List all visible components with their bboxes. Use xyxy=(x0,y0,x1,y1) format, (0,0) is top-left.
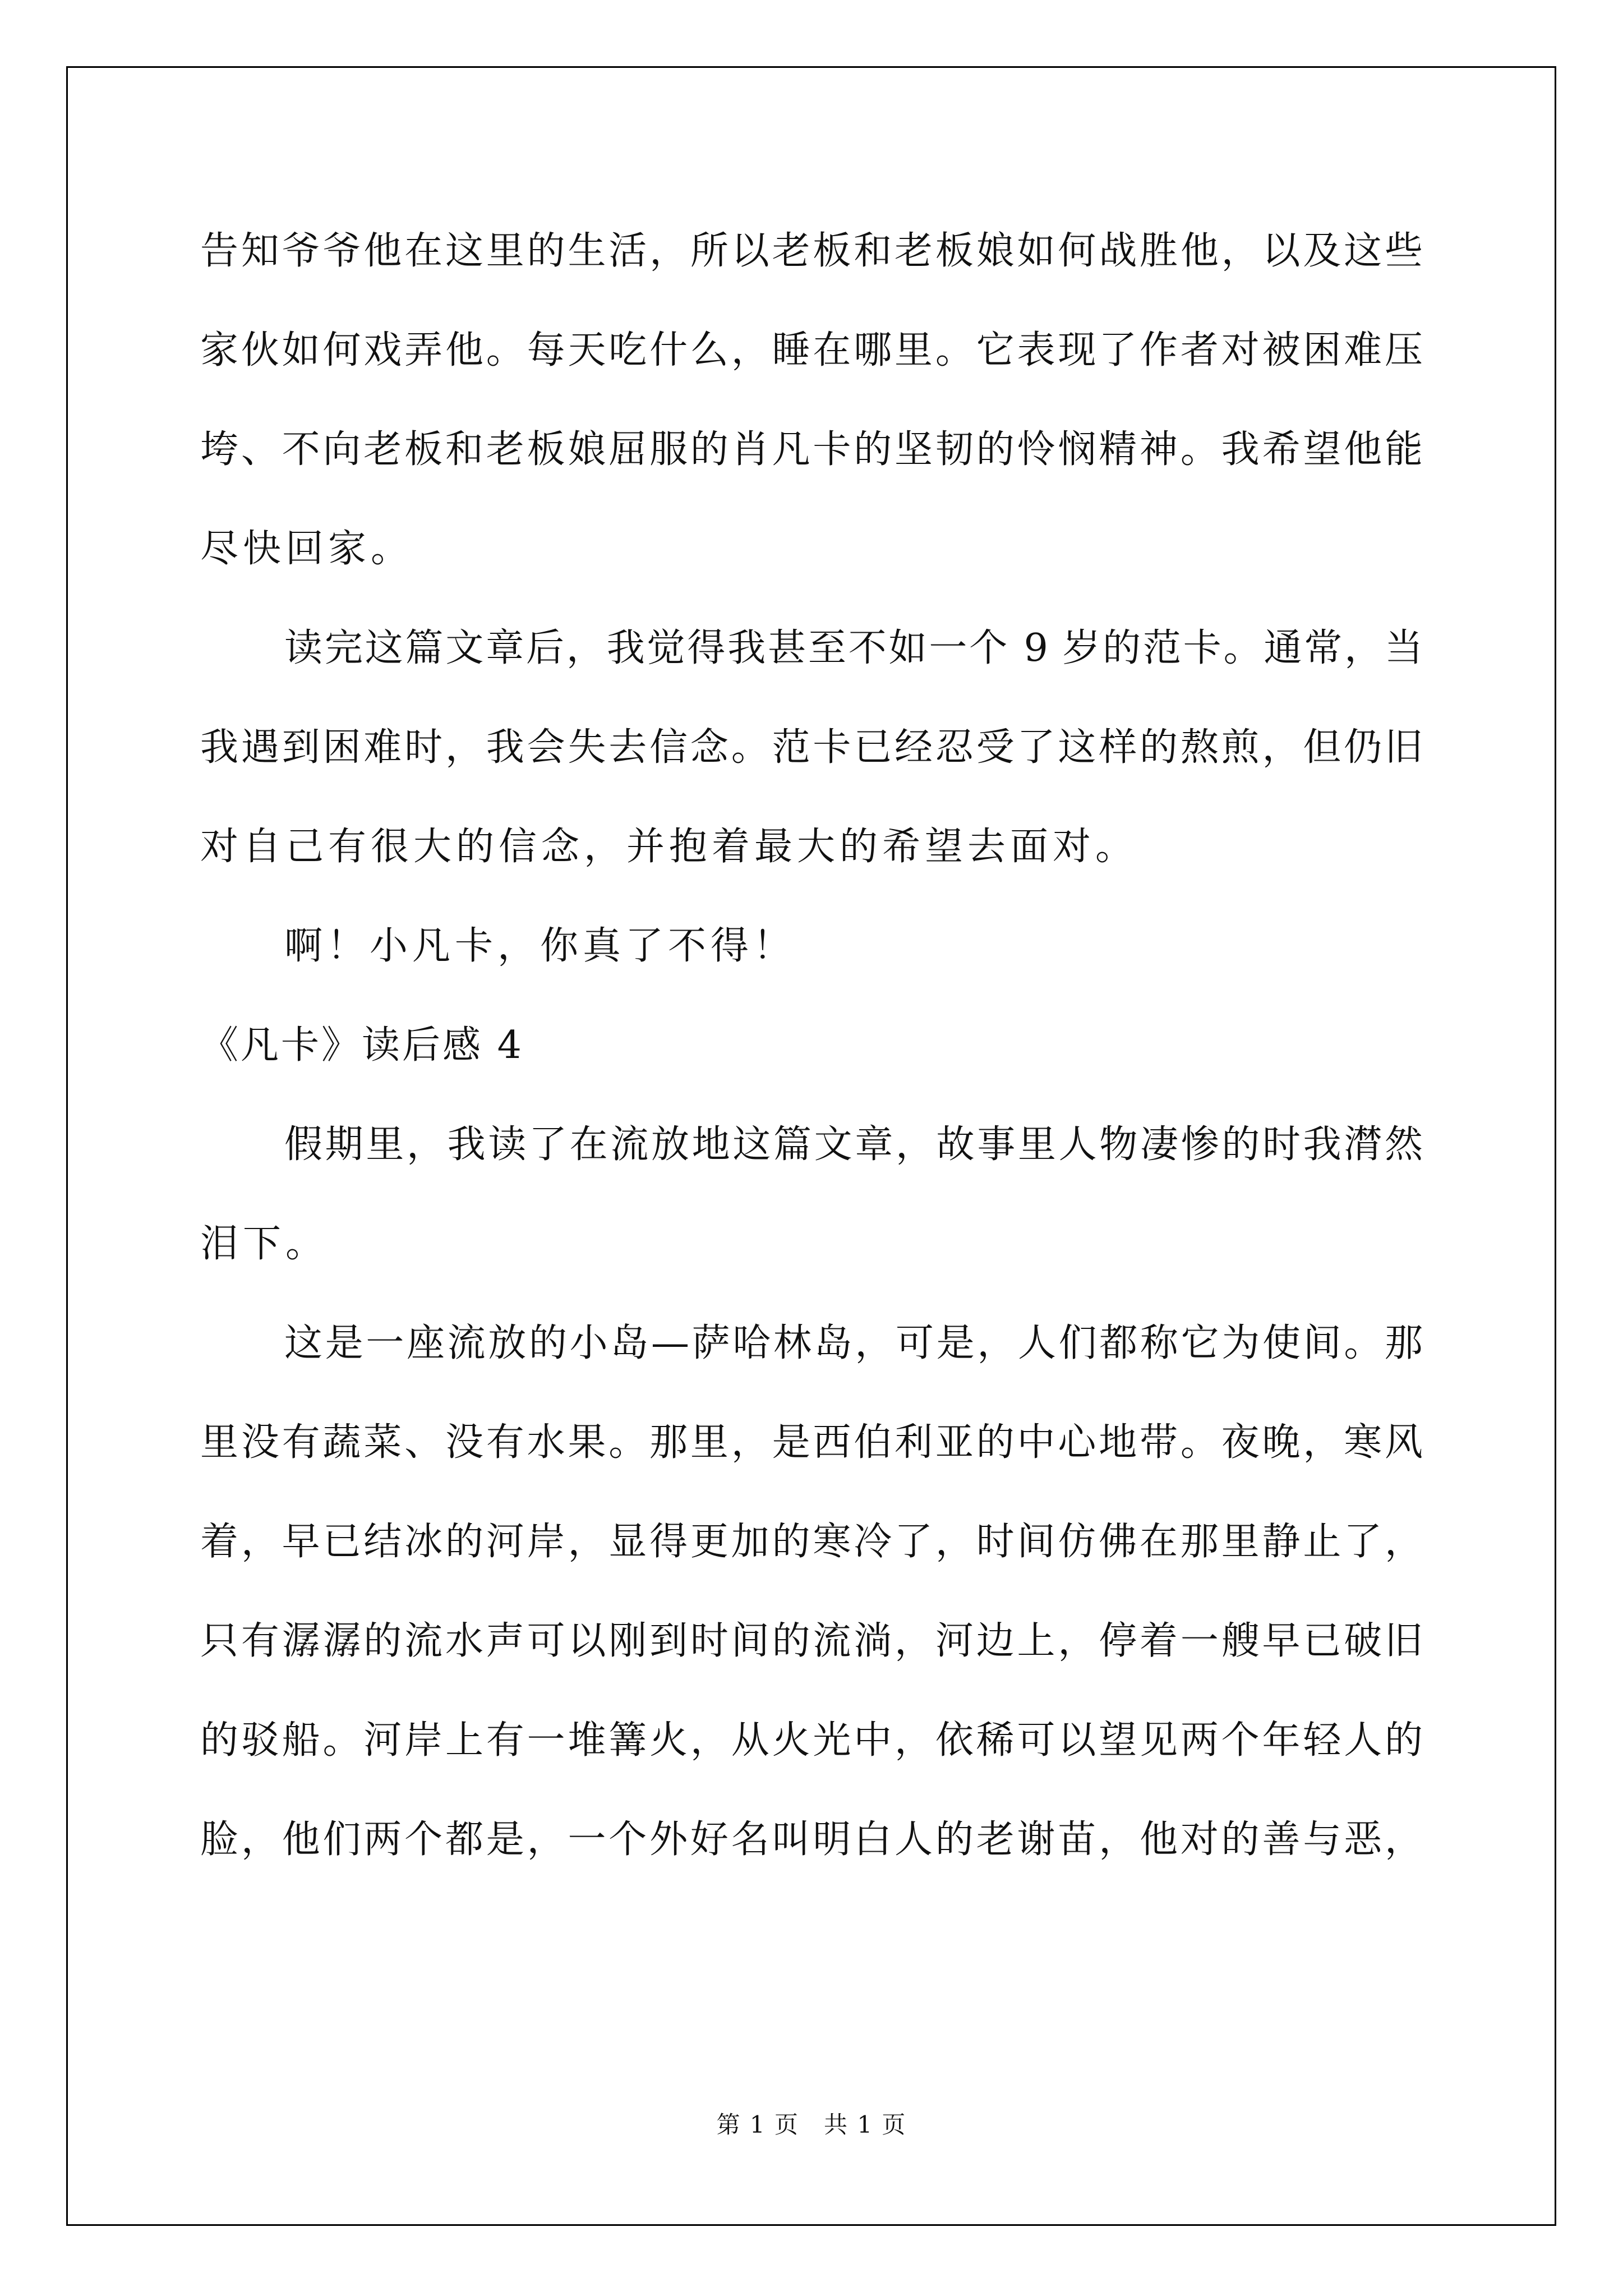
text-line: 啊！小凡卡，你真了不得！ xyxy=(284,924,796,968)
text-line: 假期里，我读了在流放地这篇文章，故事里人物凄惨的时我潸然 xyxy=(284,1122,1423,1167)
text-line: 我遇到困难时，我会失去信念。范卡已经忍受了这样的熬煎，但仍旧 xyxy=(200,725,1423,770)
page-number-footer: 第 1 页 共 1 页 xyxy=(716,2111,907,2138)
text-line: 的驳船。河岸上有一堆篝火，从火光中，依稀可以望见两个年轻人的 xyxy=(200,1718,1423,1763)
text-line: 读完这篇文章后，我觉得我甚至不如一个 9 岁的范卡。通常，当 xyxy=(284,626,1423,670)
text-line: 着，早已结冰的河岸，显得更加的寒冷了，时间仿佛在那里静止了， xyxy=(200,1520,1423,1564)
text-line: 只有潺潺的流水声可以刚到时间的流淌，河边上，停着一艘早已破旧 xyxy=(200,1619,1423,1663)
text-line: 这是一座流放的小岛—萨哈林岛，可是，人们都称它为使间。那 xyxy=(284,1321,1423,1365)
text-line: 泪下。 xyxy=(200,1222,329,1266)
text-line: 里没有蔬菜、没有水果。那里，是西伯利亚的中心地带。夜晚，寒风 xyxy=(200,1420,1423,1465)
section-heading: 《凡卡》读后感 4 xyxy=(200,1023,524,1068)
document-body xyxy=(200,213,1423,1901)
text-line: 家伙如何戏弄他。每天吃什么，睡在哪里。它表现了作者对被困难压 xyxy=(200,328,1423,372)
text-line: 脸，他们两个都是，一个外好名叫明白人的老谢苗，他对的善与恶， xyxy=(200,1818,1423,1862)
text-line: 垮、不向老板和老板娘屈服的肖凡卡的坚韧的怜悯精神。我希望他能 xyxy=(200,427,1423,472)
text-line: 告知爷爷他在这里的生活，所以老板和老板娘如何战胜他，以及这些 xyxy=(200,229,1423,273)
text-line: 对自己有很大的信念，并抱着最大的希望去面对。 xyxy=(200,825,1138,869)
text-line: 尽快回家。 xyxy=(200,527,414,571)
